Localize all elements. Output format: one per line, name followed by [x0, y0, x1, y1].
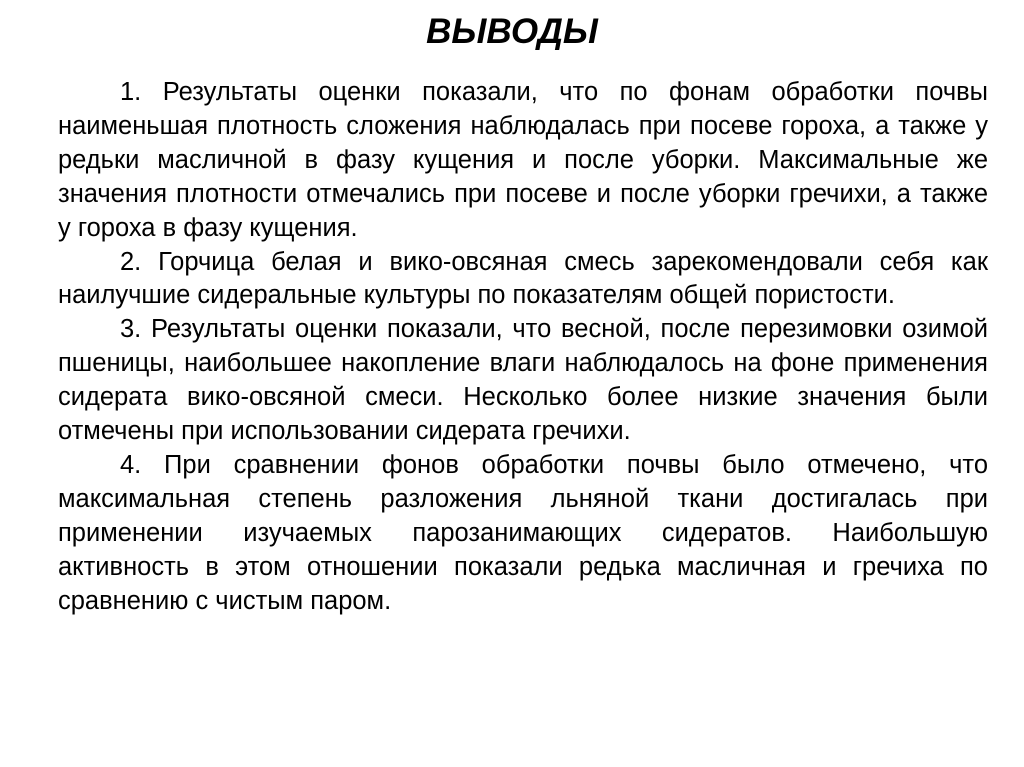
conclusions-list — [58, 76, 988, 619]
conclusion-paragraph-4: 4. При сравнении фонов обработки почвы было отмечено, что максимальная степень разложения льняной ткани достигалась при применении изучаемых парозанимающих сидератов. Наибольшую активность в этом отношении показали редька масличная и гречиха по сравнению с чистым паром. — [58, 450, 988, 615]
conclusion-paragraph-2: 2. Горчица белая и вико-овсяная смесь зарекомендовали себя как наилучшие сидеральные культуры по показателям общей пористости. — [58, 247, 988, 310]
slide-title: ВЫВОДЫ — [426, 12, 598, 51]
conclusion-paragraph-3: 3. Результаты оценки показали, что весной, после перезимовки озимой пшеницы, наибольшее накопление влаги наблюдалось на фоне применения сидерата вико-овсяной смеси. Несколько более низкие значения были отмечены при использовании сидерата гречихи. — [58, 315, 988, 446]
conclusion-paragraph-1: 1. Результаты оценки показали, что по фонам обработки почвы наименьшая плотность сложения наблюдалась при посеве гороха, а также у редьки масличной в фазу кущения и после уборки. Максимальные же значения плотности отмечались при посеве и после уборки гречихи, а также у гороха в фазу кущения. — [58, 78, 988, 242]
